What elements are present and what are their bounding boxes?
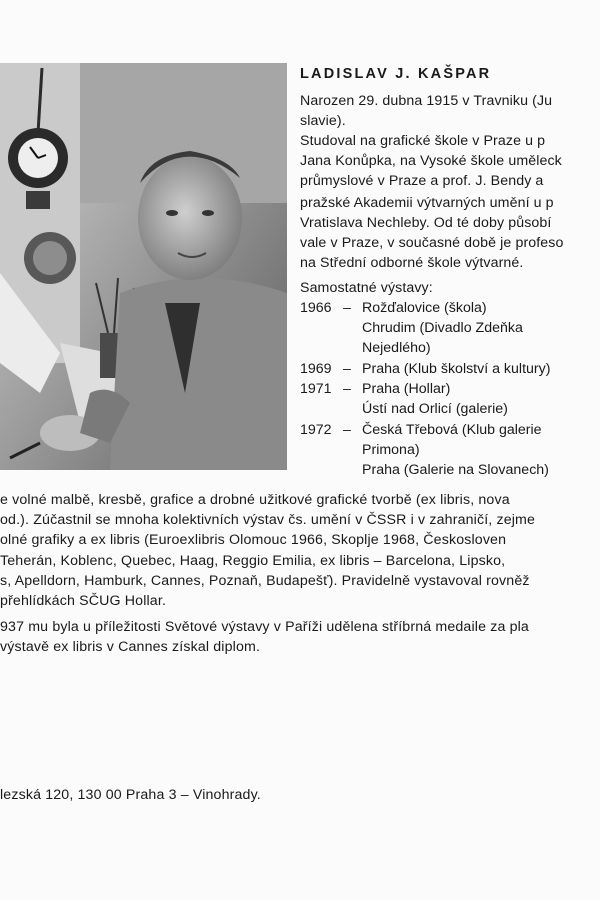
- exhibition-year: 1972: [300, 422, 332, 438]
- exhibition-place: Primona): [362, 442, 420, 458]
- bio-line: průmyslové v Praze a prof. J. Bendy a: [300, 173, 544, 189]
- exhibition-place: Rožďalovice (škola): [362, 300, 487, 316]
- exhibition-year: 1971: [300, 381, 332, 397]
- bio-line: Vratislava Nechleby. Od té doby působí: [300, 215, 552, 231]
- body-line: 937 mu byla u příležitosti Světové výstavy v Paříži udělena stříbrná medaile za pla: [0, 619, 529, 635]
- exhibition-dash: –: [343, 422, 351, 438]
- bio-line: Jana Konůpka, na Vysoké škole uměleck: [300, 153, 562, 169]
- body-line: od.). Zúčastnil se mnoha kolektivních výstav čs. umění v ČSSR i v zahraničí, zejme: [0, 512, 536, 528]
- exhibitions-heading: Samostatné výstavy:: [300, 280, 433, 296]
- body-line: přehlídkách SČUG Hollar.: [0, 593, 167, 609]
- exhibition-place: Nejedlého): [362, 340, 431, 356]
- bio-line: Studoval na grafické škole v Praze u p: [300, 133, 546, 149]
- body-line: s, Apelldorn, Hamburk, Cannes, Poznaň, Budapešť). Pravidelně vystavoval rovněž: [0, 573, 530, 589]
- bio-line: na Střední odborné škole výtvarné.: [300, 255, 524, 271]
- exhibition-place: Chrudim (Divadlo Zdeňka: [362, 320, 523, 336]
- bio-line: Narozen 29. dubna 1915 v Travniku (Ju: [300, 93, 553, 109]
- exhibition-place: Praha (Klub školství a kultury): [362, 361, 551, 377]
- exhibition-place: Ústí nad Orlicí (galerie): [362, 401, 508, 417]
- body-line: e volné malbě, kresbě, grafice a drobné užitkové grafické tvorbě (ex libris, nova: [0, 492, 510, 508]
- exhibition-year: 1966: [300, 300, 332, 316]
- body-line: výstavě ex libris v Cannes získal diplom.: [0, 639, 261, 655]
- exhibition-place: Praha (Galerie na Slovanech): [362, 462, 549, 478]
- exhibition-dash: –: [343, 381, 351, 397]
- artist-name-heading: LADISLAV J. KAŠPAR: [300, 66, 492, 82]
- artist-portrait-photo: [0, 63, 287, 470]
- body-line: olné grafiky a ex libris (Euroexlibris Olomouc 1966, Skoplje 1968, Českosloven: [0, 532, 507, 548]
- body-line: Teherán, Koblenc, Quebec, Haag, Reggio Emilia, ex libris – Barcelona, Lipsko,: [0, 553, 506, 569]
- exhibition-place: Česká Třebová (Klub galerie: [362, 422, 542, 438]
- exhibition-year: 1969: [300, 361, 332, 377]
- address-line: lezská 120, 130 00 Praha 3 – Vinohrady.: [0, 787, 261, 803]
- bio-line: slavie).: [300, 113, 346, 129]
- exhibition-dash: –: [343, 361, 351, 377]
- bio-line: vale v Praze, v současné době je profeso: [300, 235, 564, 251]
- exhibition-place: Praha (Hollar): [362, 381, 451, 397]
- exhibition-dash: –: [343, 300, 351, 316]
- bio-line: pražské Akademii výtvarných umění u p: [300, 195, 554, 211]
